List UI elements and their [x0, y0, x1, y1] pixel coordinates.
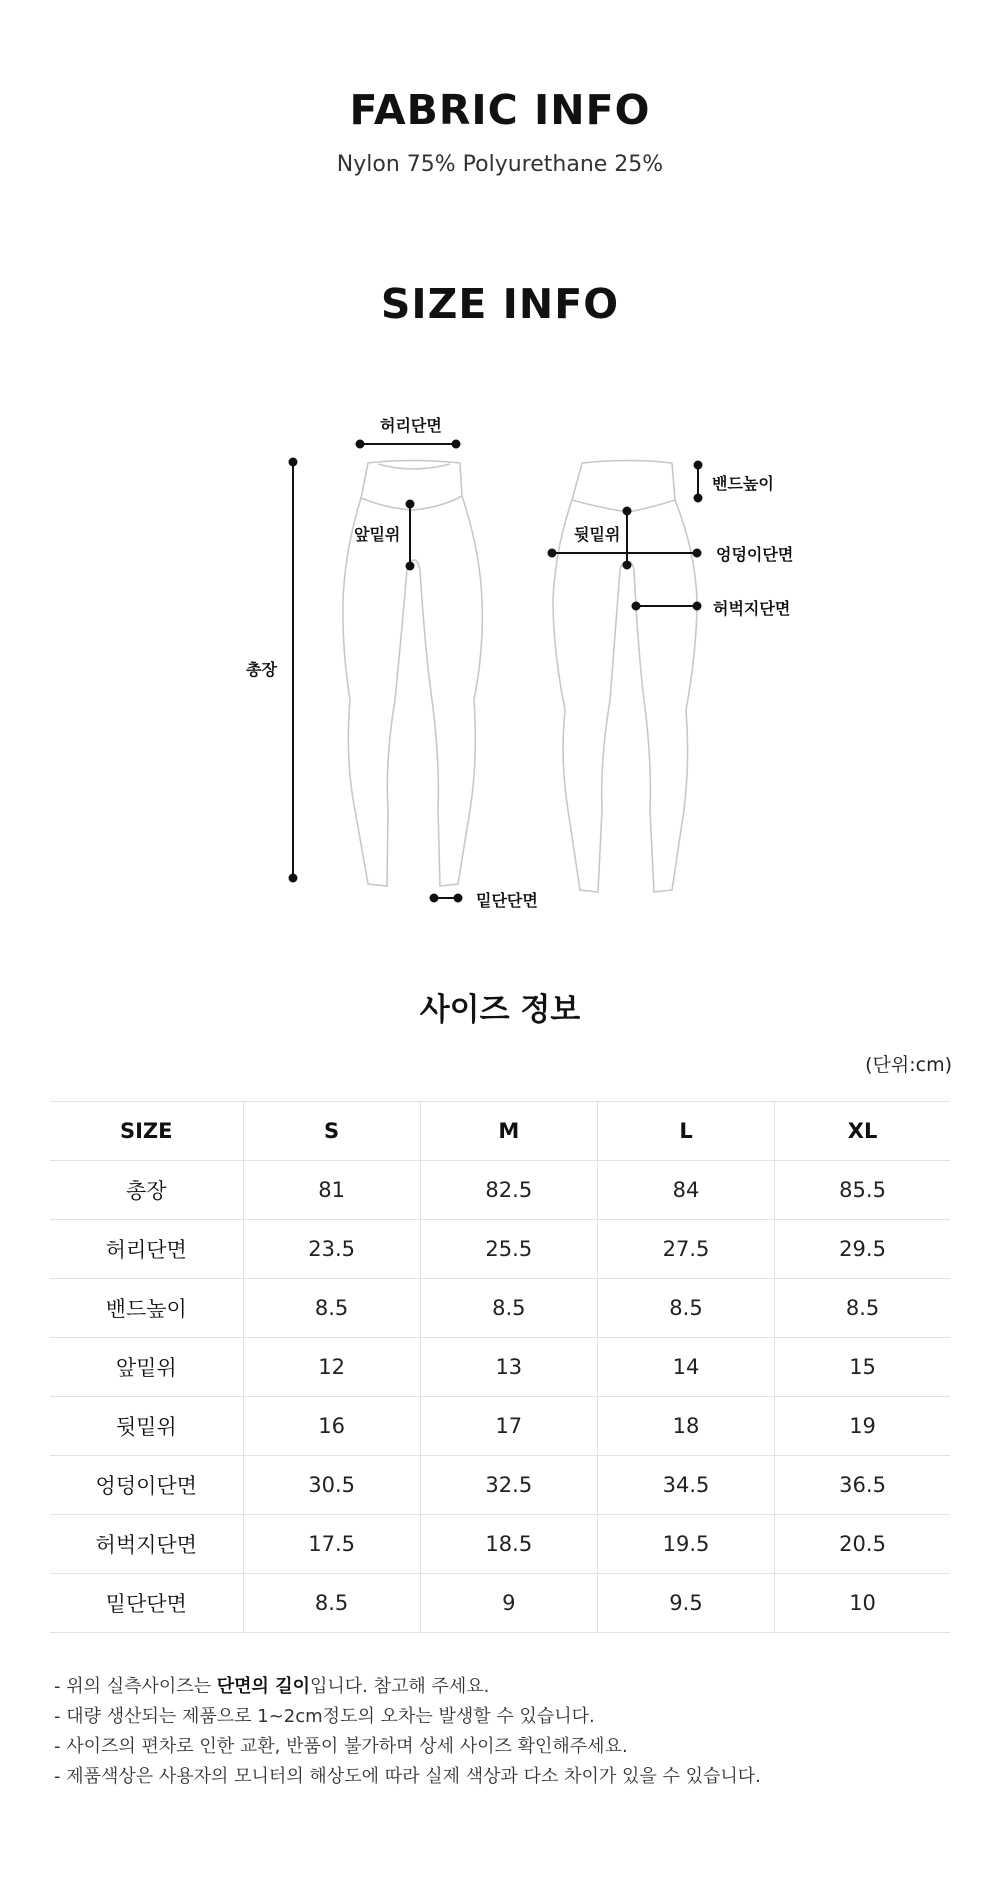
table-cell: 32.5	[420, 1456, 597, 1515]
table-cell: 20.5	[775, 1515, 950, 1574]
table-cell: 12	[243, 1338, 420, 1397]
row-label: 엉덩이단면	[50, 1456, 243, 1515]
table-cell: 13	[420, 1338, 597, 1397]
table-cell: 17.5	[243, 1515, 420, 1574]
size-table-title: 사이즈 정보	[419, 992, 581, 1028]
table-cell: 82.5	[420, 1161, 597, 1220]
note-text: 입니다. 참고해 주세요.	[309, 1676, 490, 1697]
label-band-height: 밴드높이	[712, 474, 774, 493]
row-label: 밴드높이	[50, 1279, 243, 1338]
label-front-rise: 앞밑위	[354, 525, 401, 544]
table-cell: 84	[597, 1161, 774, 1220]
size-notes	[54, 1672, 761, 1792]
label-thigh: 허벅지단면	[713, 599, 791, 618]
table-row	[50, 1397, 950, 1456]
table-cell: 85.5	[775, 1161, 950, 1220]
label-hip: 엉덩이단면	[716, 545, 794, 564]
table-row	[50, 1574, 950, 1633]
table-cell: 17	[420, 1397, 597, 1456]
table-cell: 8.5	[243, 1279, 420, 1338]
note-line	[54, 1672, 761, 1702]
size-info-title: SIZE INFO	[380, 280, 620, 328]
header-m: M	[420, 1102, 597, 1161]
unit-label: (단위:cm)	[865, 1054, 952, 1076]
table-cell: 36.5	[775, 1456, 950, 1515]
row-label: 허벅지단면	[50, 1515, 243, 1574]
table-cell: 14	[597, 1338, 774, 1397]
table-cell: 34.5	[597, 1456, 774, 1515]
header-s: S	[243, 1102, 420, 1161]
table-cell: 27.5	[597, 1220, 774, 1279]
row-label: 뒷밑위	[50, 1397, 243, 1456]
table-cell: 19.5	[597, 1515, 774, 1574]
table-row	[50, 1515, 950, 1574]
note-line: - 사이즈의 편차로 인한 교환, 반품이 불가하며 상세 사이즈 확인해주세요.	[54, 1736, 628, 1757]
row-label: 앞밑위	[50, 1338, 243, 1397]
table-cell: 18	[597, 1397, 774, 1456]
table-row	[50, 1456, 950, 1515]
note-line: - 제품색상은 사용자의 모니터의 해상도에 따라 실제 색상과 다소 차이가 있을 수 있습니다.	[54, 1766, 761, 1787]
table-cell: 10	[775, 1574, 950, 1633]
table-cell: 81	[243, 1161, 420, 1220]
fabric-composition: Nylon 75% Polyurethane 25%	[336, 152, 664, 177]
fabric-info-title: FABRIC INFO	[349, 86, 651, 134]
table-cell: 29.5	[775, 1220, 950, 1279]
table-cell: 23.5	[243, 1220, 420, 1279]
table-row	[50, 1338, 950, 1397]
note-text: - 위의 실측사이즈는	[54, 1676, 217, 1697]
table-cell: 8.5	[420, 1279, 597, 1338]
size-table	[50, 1101, 950, 1633]
table-cell: 8.5	[597, 1279, 774, 1338]
label-hem: 밑단단면	[476, 891, 538, 910]
header-xl: XL	[775, 1102, 950, 1161]
table-cell: 16	[243, 1397, 420, 1456]
note-emphasis: 단면의 길이	[216, 1676, 310, 1697]
row-label: 허리단면	[50, 1220, 243, 1279]
label-back-rise: 뒷밑위	[574, 525, 621, 544]
note-line: - 대량 생산되는 제품으로 1~2cm정도의 오차는 발생할 수 있습니다.	[54, 1706, 595, 1727]
label-waist: 허리단면	[380, 416, 442, 435]
table-cell: 25.5	[420, 1220, 597, 1279]
leggings-illustration	[0, 400, 1000, 930]
table-row	[50, 1279, 950, 1338]
row-label: 밑단단면	[50, 1574, 243, 1633]
table-row	[50, 1220, 950, 1279]
header-size: SIZE	[50, 1102, 243, 1161]
table-cell: 9.5	[597, 1574, 774, 1633]
table-cell: 19	[775, 1397, 950, 1456]
size-diagram	[0, 400, 1000, 930]
label-total-length: 총장	[246, 660, 277, 679]
table-cell: 9	[420, 1574, 597, 1633]
row-label: 총장	[50, 1161, 243, 1220]
table-cell: 18.5	[420, 1515, 597, 1574]
table-cell: 8.5	[775, 1279, 950, 1338]
table-row	[50, 1161, 950, 1220]
table-cell: 30.5	[243, 1456, 420, 1515]
table-cell: 8.5	[243, 1574, 420, 1633]
table-header-row	[50, 1102, 950, 1161]
header-l: L	[597, 1102, 774, 1161]
table-cell: 15	[775, 1338, 950, 1397]
